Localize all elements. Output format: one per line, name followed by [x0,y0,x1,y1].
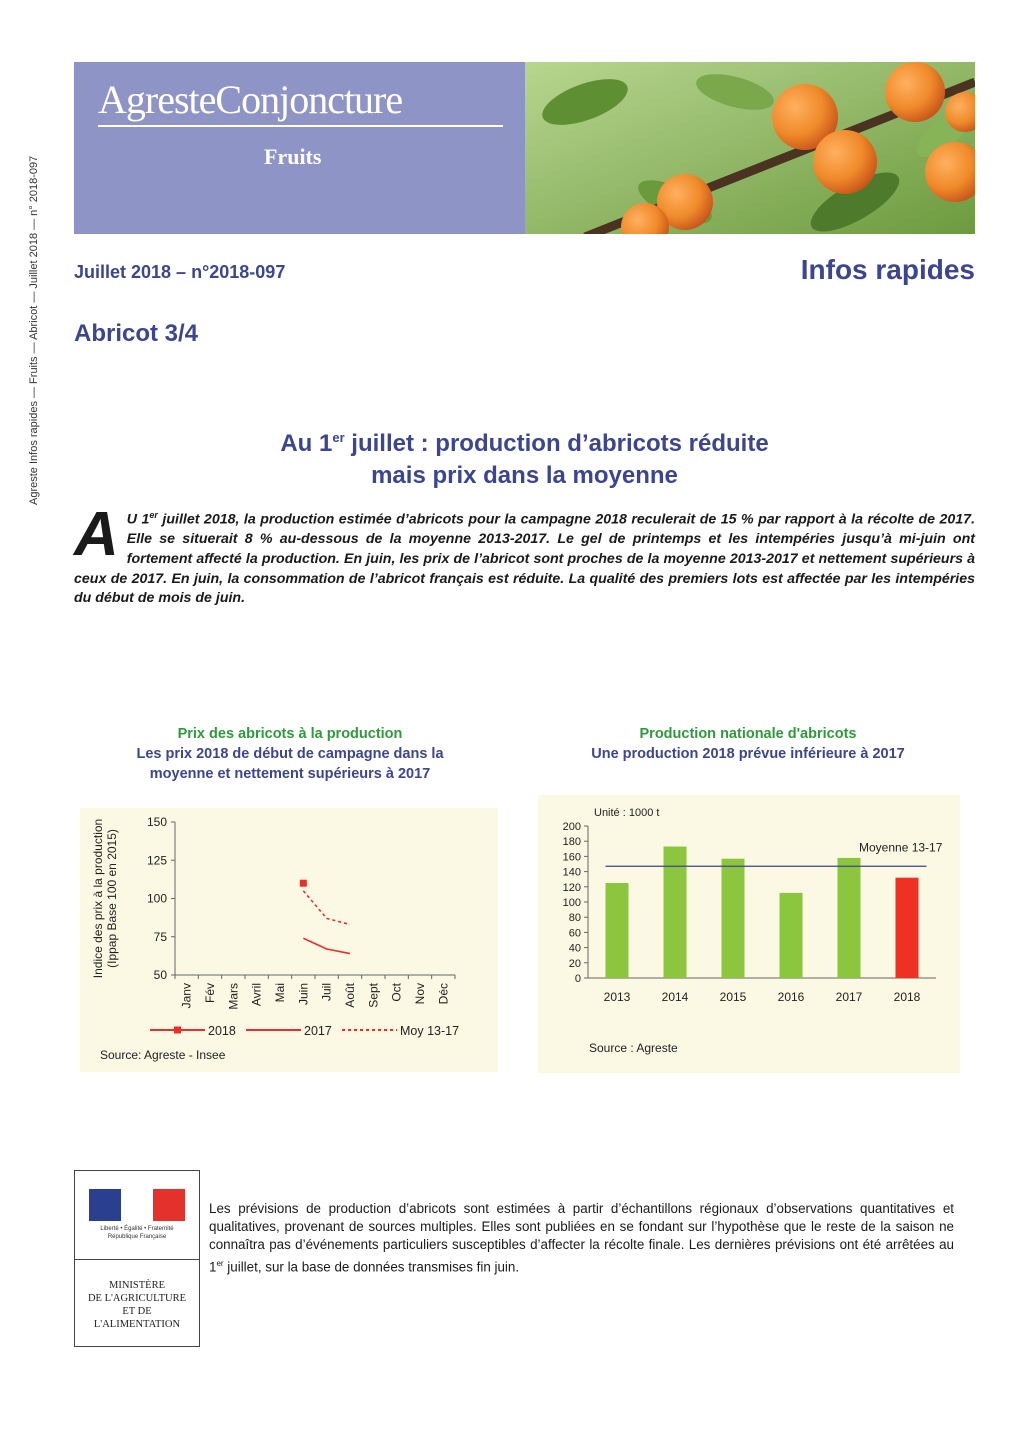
apricot-photo [525,62,975,234]
section-label: Fruits [264,144,322,169]
flag-blue [89,1189,121,1221]
side-running-label: Agreste Infos rapides — Fruits — Abricot — Juillet 2018 — n° 2018-097 [28,155,40,505]
x-tick-label: Mai [273,983,287,1003]
legend-label: 2018 [208,1024,236,1038]
legend-marker [174,1027,181,1034]
headline-line-1: Au 1er juillet : production d’abricots réduite [280,430,769,457]
series-line-2017 [303,938,350,953]
lead-paragraph: A U 1er juillet 2018, la production estimée d’abricots pour la campagne 2018 reculerait de 15 % par rapport à la récolte de 2017. Elle se situerait 8 % au-dessous de la moyenne 2013-2017. Le gel de printemps et les intempéries jusqu’à mi-juin ont fortement affecté la production. En juin, les prix de l’abricot sont proches de la moyenne 2013-2017 et nettement supérieurs à ceux de 2017. En juin, la consommation de l’abricot français est réduite. La qualité des premiers lots est affectée par les intempéries du début de mois de juin. [74,500,976,607]
y-axis-label: (Ippap Base 100 en 2015) [105,829,119,968]
x-tick-label: 2017 [835,990,863,1004]
y-tick-label: 40 [568,942,581,955]
y-tick-label: 20 [568,957,581,970]
x-tick-label: Déc [436,983,451,1005]
y-tick-label: 125 [146,853,167,868]
republic-motto: Liberté • Égalité • Fraternité République Française [100,1226,174,1240]
headline-line-2: mais prix dans la moyenne [371,462,678,489]
ministry-logo [74,1170,200,1347]
legend-label: Moy 13-17 [400,1024,460,1038]
series-line-Moy-13-17 [303,891,350,925]
y-tick-label: 140 [562,866,581,879]
x-tick-label: Avril [249,983,264,1007]
x-tick-label: Oct [389,983,404,1002]
x-tick-label: 2013 [603,990,631,1004]
chart-source: Source: Agreste - Insee [100,1048,226,1062]
flag-red [153,1189,185,1221]
logo-divider [75,1259,199,1260]
y-tick-label: 60 [568,927,581,940]
header-banner [74,62,975,234]
price-line-chart [80,808,498,1072]
x-tick-label: Fév [203,983,217,1004]
x-tick-label: Mars [226,983,241,1010]
y-axis-label: Indice des prix à la production [91,818,105,979]
x-tick-label: Janv [179,983,194,1009]
production-bar-chart [538,795,960,1073]
y-tick-label: 100 [562,897,581,909]
y-tick-label: 160 [562,851,581,864]
x-tick-label: Août [343,983,357,1008]
chart-source: Source : Agreste [589,1041,678,1055]
bar-2013 [606,883,629,978]
x-tick-label: 2016 [777,990,805,1004]
y-tick-label: 100 [146,891,167,906]
x-tick-label: Sept [366,983,381,1008]
price-chart-title: Prix des abricots à la production Les prix 2018 de début de campagne dans la moyenne et nettement supérieurs à 2017 [136,726,444,782]
flag-white [121,1189,153,1221]
product-title: Abricot 3/4 [74,320,199,347]
y-tick-label: 150 [146,815,167,829]
drop-cap: A [74,500,119,569]
x-tick-label: 2014 [661,990,689,1004]
series-point-2018 [300,880,307,887]
bar-2017 [838,858,861,978]
x-tick-label: 2015 [719,990,747,1004]
y-tick-label: 200 [562,821,581,833]
y-tick-label: 0 [574,973,581,985]
issue-number: Juillet 2018 – n°2018-097 [74,262,286,282]
series-title: Infos rapides [800,254,975,285]
bar-2015 [722,859,745,978]
bar-2016 [780,893,803,978]
x-tick-label: Nov [413,983,427,1005]
average-line-label: Moyenne 13-17 [859,840,943,855]
legend-label: 2017 [304,1024,332,1038]
headline [74,422,975,492]
x-tick-label: Juil [319,983,334,1002]
brand-underline [98,125,503,127]
y-tick-label: 50 [153,968,167,982]
methodology-note: Les prévisions de production d’abricots sont estimées à partir d’échantillons régionaux d’observations quantitatives et qualitatives, provenant de sources multiples. Elles sont publiées en se fondant sur l’hypothèse que le reste de la saison ne connaîtra pas d’événements particuliers susceptibles d’affecter la récolte finale. Les dernières prévisions ont été arrêtées au 1er juillet, sur la base de données transmises fin juin. [209,1201,954,1275]
unit-label: Unité : 1000 t [594,807,660,819]
x-tick-label: 2018 [893,990,921,1004]
y-tick-label: 120 [562,881,581,894]
y-tick-label: 80 [568,912,581,925]
brand-logo: AgresteConjoncture [98,77,403,122]
y-tick-label: 75 [153,929,167,944]
ministry-name: MINISTÈRE DE L'AGRICULTURE ET DE L'ALIMENTATION [87,1280,187,1330]
x-tick-label: Juin [296,983,311,1006]
y-tick-label: 180 [562,836,581,849]
production-chart-title: Production nationale d'abricots Une production 2018 prévue inférieure à 2017 [591,726,905,762]
bar-2018 [896,878,919,978]
